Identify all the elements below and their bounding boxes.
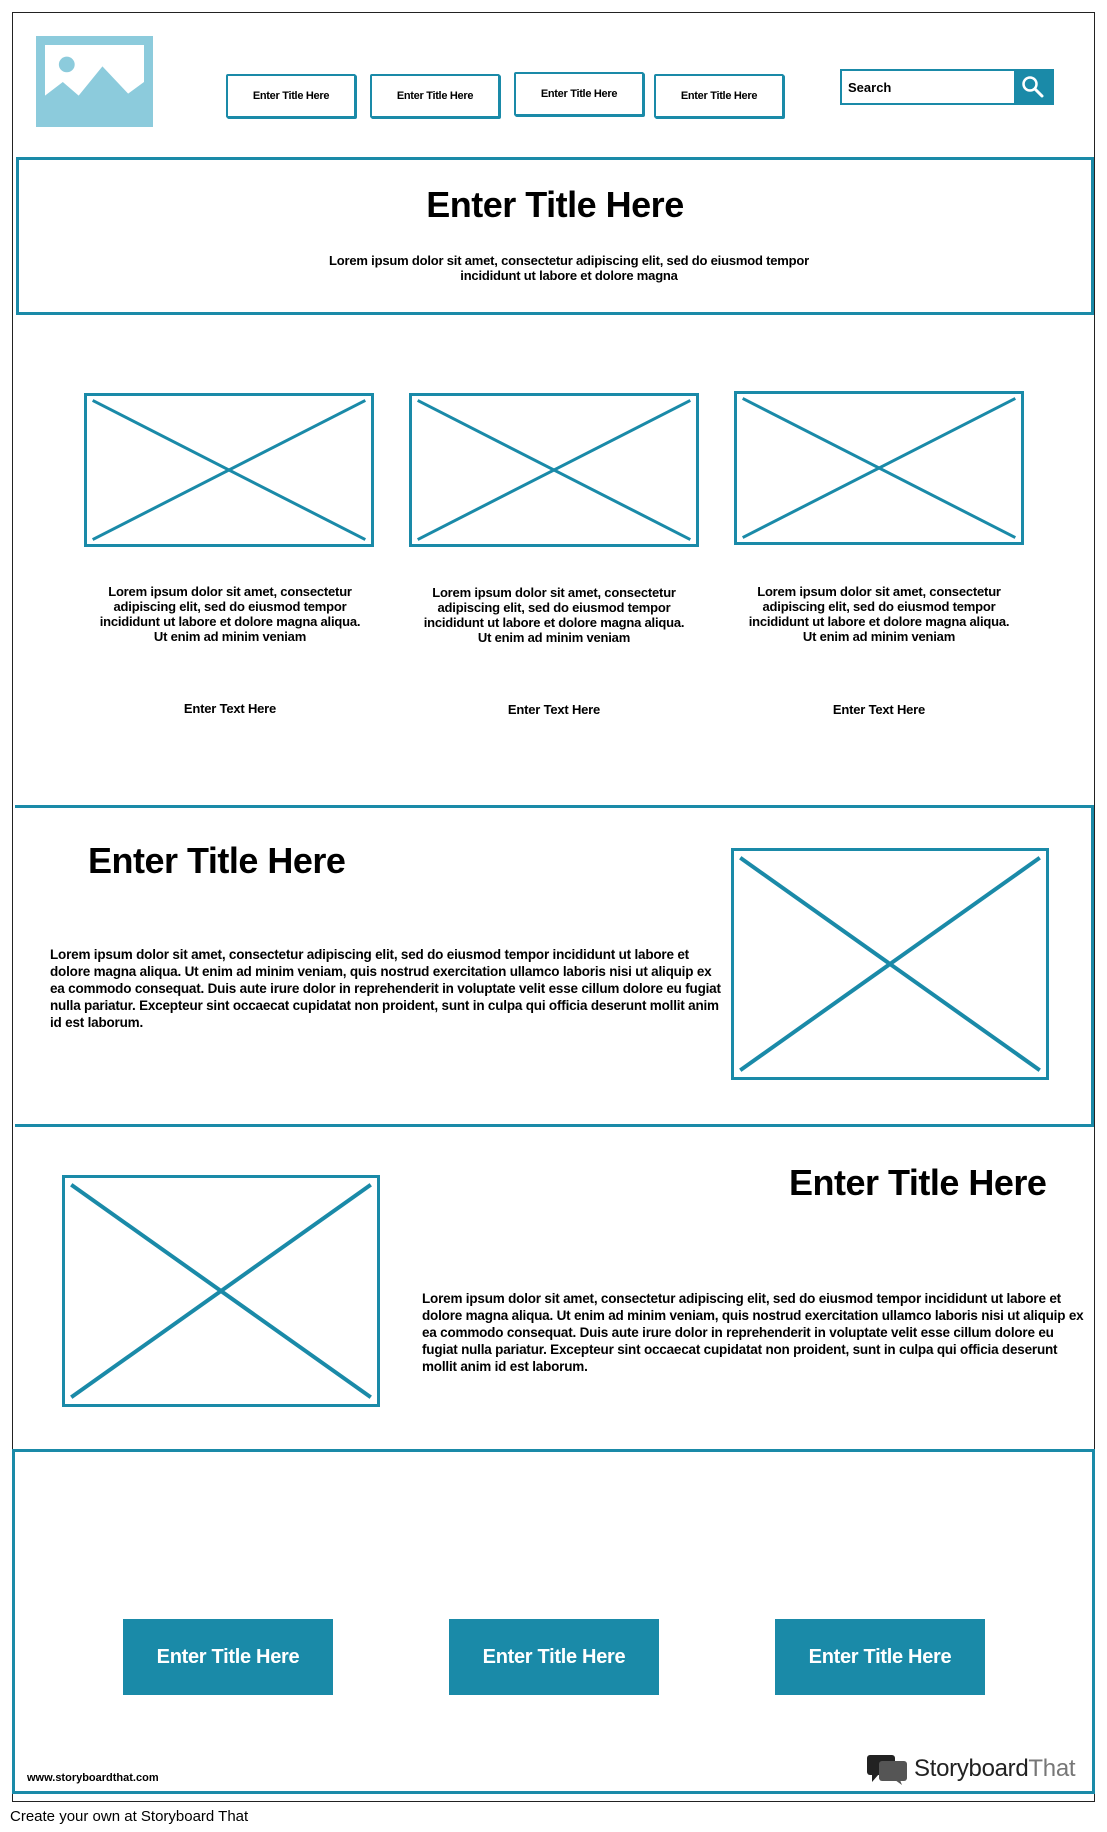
feature-2-text: Lorem ipsum dolor sit amet, consectetur adipiscing elit, sed do eiusmod tempor incididunt ut labore et dolore magna aliqua. Ut enim ad minim veniam, quis nostrud exercitation ullamco laboris nisi ut aliquip ex ea commodo consequat. Duis aute irure dolor in reprehenderit in voluptate velit esse cillum dolore eu fugiat nulla pariatur. Excepteur sint occaecat cupidatat non proident, sunt in culpa qui officia deserunt mollit anim id est laborum. — [422, 1291, 1084, 1374]
card-2-caption: Enter Text Here — [507, 702, 601, 717]
card-3-text: Lorem ipsum dolor sit amet, consectetur adipiscing elit, sed do eiusmod tempor incididunt ut labore et dolore magna aliqua. Ut enim ad minim veniam — [748, 584, 1010, 644]
storyboardthat-logo — [866, 1752, 1075, 1786]
card-1-caption: Enter Text Here — [183, 701, 277, 716]
brand-wordmark: StoryboardThat — [914, 1755, 1076, 1782]
feature-1-image — [731, 848, 1049, 1080]
nav-item-3[interactable]: Enter Title Here — [514, 72, 644, 116]
image-placeholder-x-icon — [87, 396, 371, 544]
card-2-image — [409, 393, 699, 547]
card-3-caption: Enter Text Here — [832, 702, 926, 717]
image-placeholder-x-icon — [734, 851, 1046, 1077]
hero-text: Lorem ipsum dolor sit amet, consectetur adipiscing elit, sed do eiusmod tempor incididunt ut labore et dolore magna — [329, 253, 809, 283]
image-placeholder-x-icon — [737, 394, 1021, 542]
feature-1-title: Enter Title Here — [88, 840, 346, 881]
feature-2-title: Enter Title Here — [789, 1162, 1047, 1203]
footer-url[interactable]: www.storyboardthat.com — [27, 1772, 159, 1784]
feature-2-image — [62, 1175, 380, 1407]
credit-text: Create your own at Storyboard That — [10, 1808, 249, 1825]
site-logo[interactable] — [36, 36, 153, 127]
card-1-text: Lorem ipsum dolor sit amet, consectetur adipiscing elit, sed do eiusmod tempor incididunt ut labore et dolore magna aliqua. Ut enim ad minim veniam — [99, 584, 361, 644]
nav-item-1[interactable]: Enter Title Here — [226, 74, 356, 118]
image-placeholder-x-icon — [65, 1178, 377, 1404]
image-placeholder-icon — [45, 45, 144, 118]
card-3-image — [734, 391, 1024, 545]
search-input[interactable] — [842, 71, 1014, 103]
nav-item-4[interactable]: Enter Title Here — [654, 74, 784, 118]
hero-section — [16, 157, 1094, 315]
hero-title: Enter Title Here — [426, 184, 684, 225]
footer-button-1[interactable]: Enter Title Here — [123, 1619, 333, 1695]
nav-item-2[interactable]: Enter Title Here — [370, 74, 500, 118]
search-bar — [840, 69, 1054, 105]
footer-button-3[interactable]: Enter Title Here — [775, 1619, 985, 1695]
feature-1-text: Lorem ipsum dolor sit amet, consectetur adipiscing elit, sed do eiusmod tempor incididunt ut labore et dolore magna aliqua. Ut enim ad minim veniam, quis nostrud exercitation ullamco laboris nisi ut aliquip ex ea commodo consequat. Duis aute irure dolor in reprehenderit in voluptate velit esse cillum dolore eu fugiat nulla pariatur. Excepteur sint occaecat cupidatat non proident, sunt in culpa qui officia deserunt mollit anim id est laborum. — [50, 947, 721, 1030]
search-icon — [1020, 74, 1046, 100]
image-placeholder-x-icon — [412, 396, 696, 544]
search-button[interactable] — [1014, 71, 1052, 103]
speech-bubbles-icon — [866, 1752, 908, 1786]
footer-button-2[interactable]: Enter Title Here — [449, 1619, 659, 1695]
card-2-text: Lorem ipsum dolor sit amet, consectetur adipiscing elit, sed do eiusmod tempor incididunt ut labore et dolore magna aliqua. Ut enim ad minim veniam — [423, 585, 685, 645]
card-1-image — [84, 393, 374, 547]
